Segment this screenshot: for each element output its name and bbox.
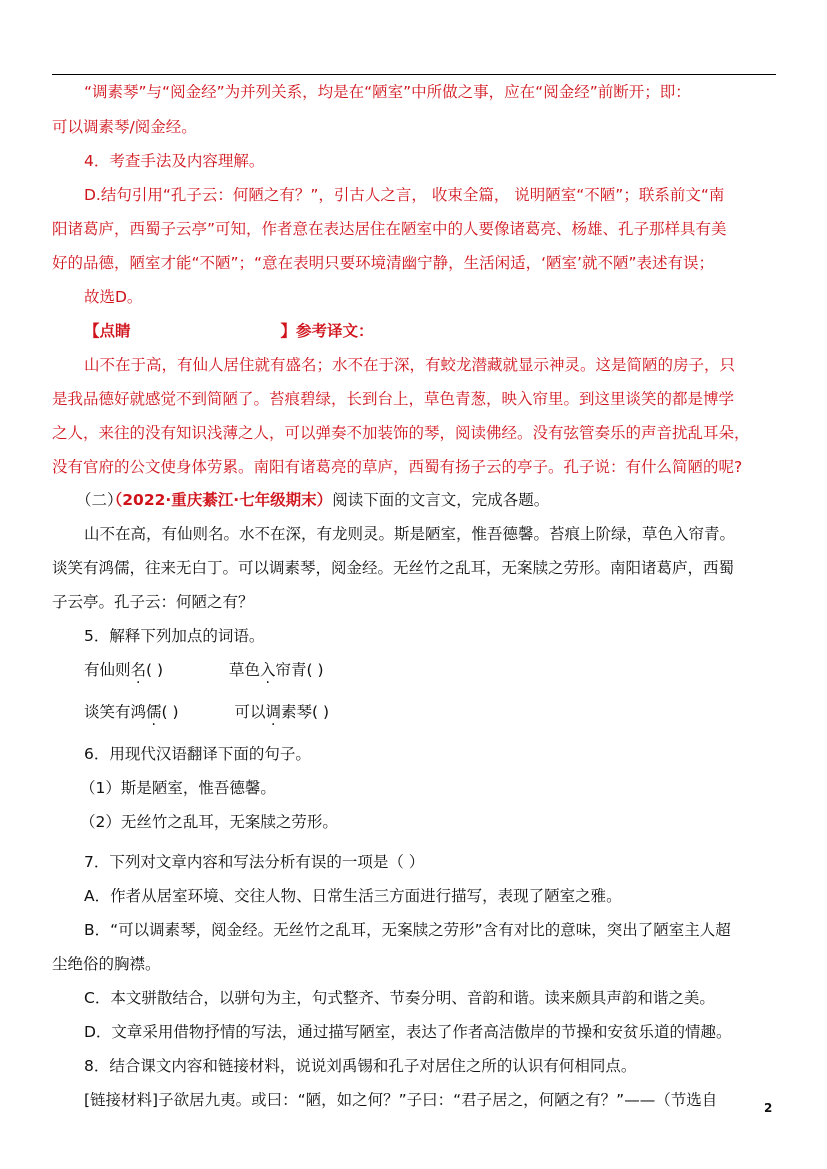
q6-title: 6．用现代汉语翻译下面的句子。 [84, 745, 311, 763]
q5-a-text: 有仙则 [84, 661, 131, 679]
passage-line: 子云亭。孔子云：何陋之有？ [52, 593, 254, 611]
q5-c-dotted-char: 儒 [146, 703, 162, 721]
analysis-line: 好的品德，陋室才能“不陋”；“意在表明只要环境清幽宁静，生活闲适，‘陋室’就不陋”表述有误； [52, 254, 714, 272]
section-prefix: （二） [76, 491, 123, 509]
q7-option-d: D．文章采用借物抒情的写法，通过描写陋室，表达了作者高洁傲岸的节操和安贫乐道的情趣。 [84, 1023, 732, 1041]
q5-d-blank: 素琴( ) [280, 703, 329, 721]
q5-c-blank: ( ) [161, 703, 179, 721]
q7-option-b-cont: 尘绝俗的胸襟。 [52, 955, 161, 973]
translation-line: 山不在于高，有仙人居住就有盛名；水不在于深，有蛟龙潜藏就显示神灵。这是简陋的房子，只 [84, 356, 736, 374]
q5-d-text: 可以 [234, 703, 266, 721]
q5-row-2 [84, 702, 810, 722]
translation-line: 是我品德好就感觉不到简陋了。苔痕碧绿，长到台上，草色青葱，映入帘里。到这里谈笑的都是博学 [52, 390, 735, 408]
passage-line: 山不在高，有仙则名。水不在深，有龙则灵。斯是陋室，惟吾德馨。苔痕上阶绿，草色入帘青。 [84, 525, 736, 543]
dianjing-right: 】参考译文： [280, 322, 374, 340]
translation-line: 之人，来往的没有知识浅薄之人，可以弹奏不加装饰的琴，阅读佛经。没有弦管奏乐的声音扰乱耳朵， [52, 424, 750, 442]
analysis-line: “调素琴”与“阅金经”为并列关系，均是在“陋室”中所做之事，应在“阅金经”前断开；即： [84, 83, 691, 101]
source-label: （2022·重庆綦江·七年级期末） [114, 491, 333, 509]
analysis-line: D.结句引用“孔子云：何陋之有？”，引古人之言， 收束全篇， 说明陋室“不陋”；联系前文“南 [84, 186, 725, 204]
dianjing-label [84, 321, 810, 341]
dianjing-left: 【点睛 [84, 322, 131, 340]
q5-c-text: 谈笑有鸿 [84, 703, 147, 721]
analysis-line: 阳诸葛庐，西蜀子云亭”可知，作者意在表达居住在陋室中的人要像诸葛亮、杨雄、孔子那样具有美 [52, 220, 727, 238]
analysis-line: 可以调素琴/阅金经。 [52, 118, 197, 136]
q5-row-1 [84, 660, 810, 680]
q5-a-dotted-char: 名 [130, 661, 147, 679]
translation-line: 没有官府的公文使身体劳累。南阳有诸葛亮的草庐，西蜀有扬子云的亭子。孔子说：有什么简陋的呢? [52, 458, 743, 476]
q8-title: 8．结合课文内容和链接材料，说说刘禹锡和孔子对居住之所的认识有何相同点。 [84, 1057, 637, 1075]
passage-line: 谈笑有鸿儒，往来无白丁。可以调素琴，阅金经。无丝竹之乱耳，无案牍之劳形。南阳诸葛庐，西蜀 [52, 559, 735, 577]
answer-line: 故选D。 [84, 288, 143, 306]
q5-b-blank: 帘青( ) [275, 661, 324, 679]
q6-sentence-2: （2）无丝竹之乱耳，无案牍之劳形。 [80, 813, 338, 831]
q4-analysis-heading: 4．考查手法及内容理解。 [84, 152, 265, 170]
header-rule [52, 74, 776, 75]
q5-b-dotted-char: 入 [259, 661, 276, 679]
q6-sentence-1: （1）斯是陋室，惟吾德馨。 [80, 779, 276, 797]
section-instruction: 阅读下面的文言文，完成各题。 [332, 491, 550, 509]
q5-a-blank: ( ) [146, 661, 164, 679]
q5-d-dotted-char: 调 [265, 703, 281, 721]
q7-option-b: B．“可以调素琴，阅金经。无丝竹之乱耳，无案牍之劳形”含有对比的意味，突出了陋室主人超 [84, 921, 731, 939]
page-number: 2 [764, 1101, 773, 1115]
q5-b-text: 草色 [228, 661, 260, 679]
q8-link-material: [链接材料]子欲居九夷。或曰：“陋，如之何？”子曰：“君子居之，何陋之有？”——（节选自 [84, 1091, 718, 1109]
q7-option-a: A．作者从居室环境、交往人物、日常生活三方面进行描写，表现了陋室之雅。 [84, 887, 622, 905]
q7-title: 7．下列对文章内容和写法分析有误的一项是（ ） [84, 853, 425, 871]
q7-option-c: C．本文骈散结合，以骈句为主，句式整齐、节奏分明、音韵和谐。读来颇具声韵和谐之美。 [84, 989, 715, 1007]
section-heading [76, 490, 802, 510]
q5-title: 5．解释下列加点的词语。 [84, 627, 265, 645]
